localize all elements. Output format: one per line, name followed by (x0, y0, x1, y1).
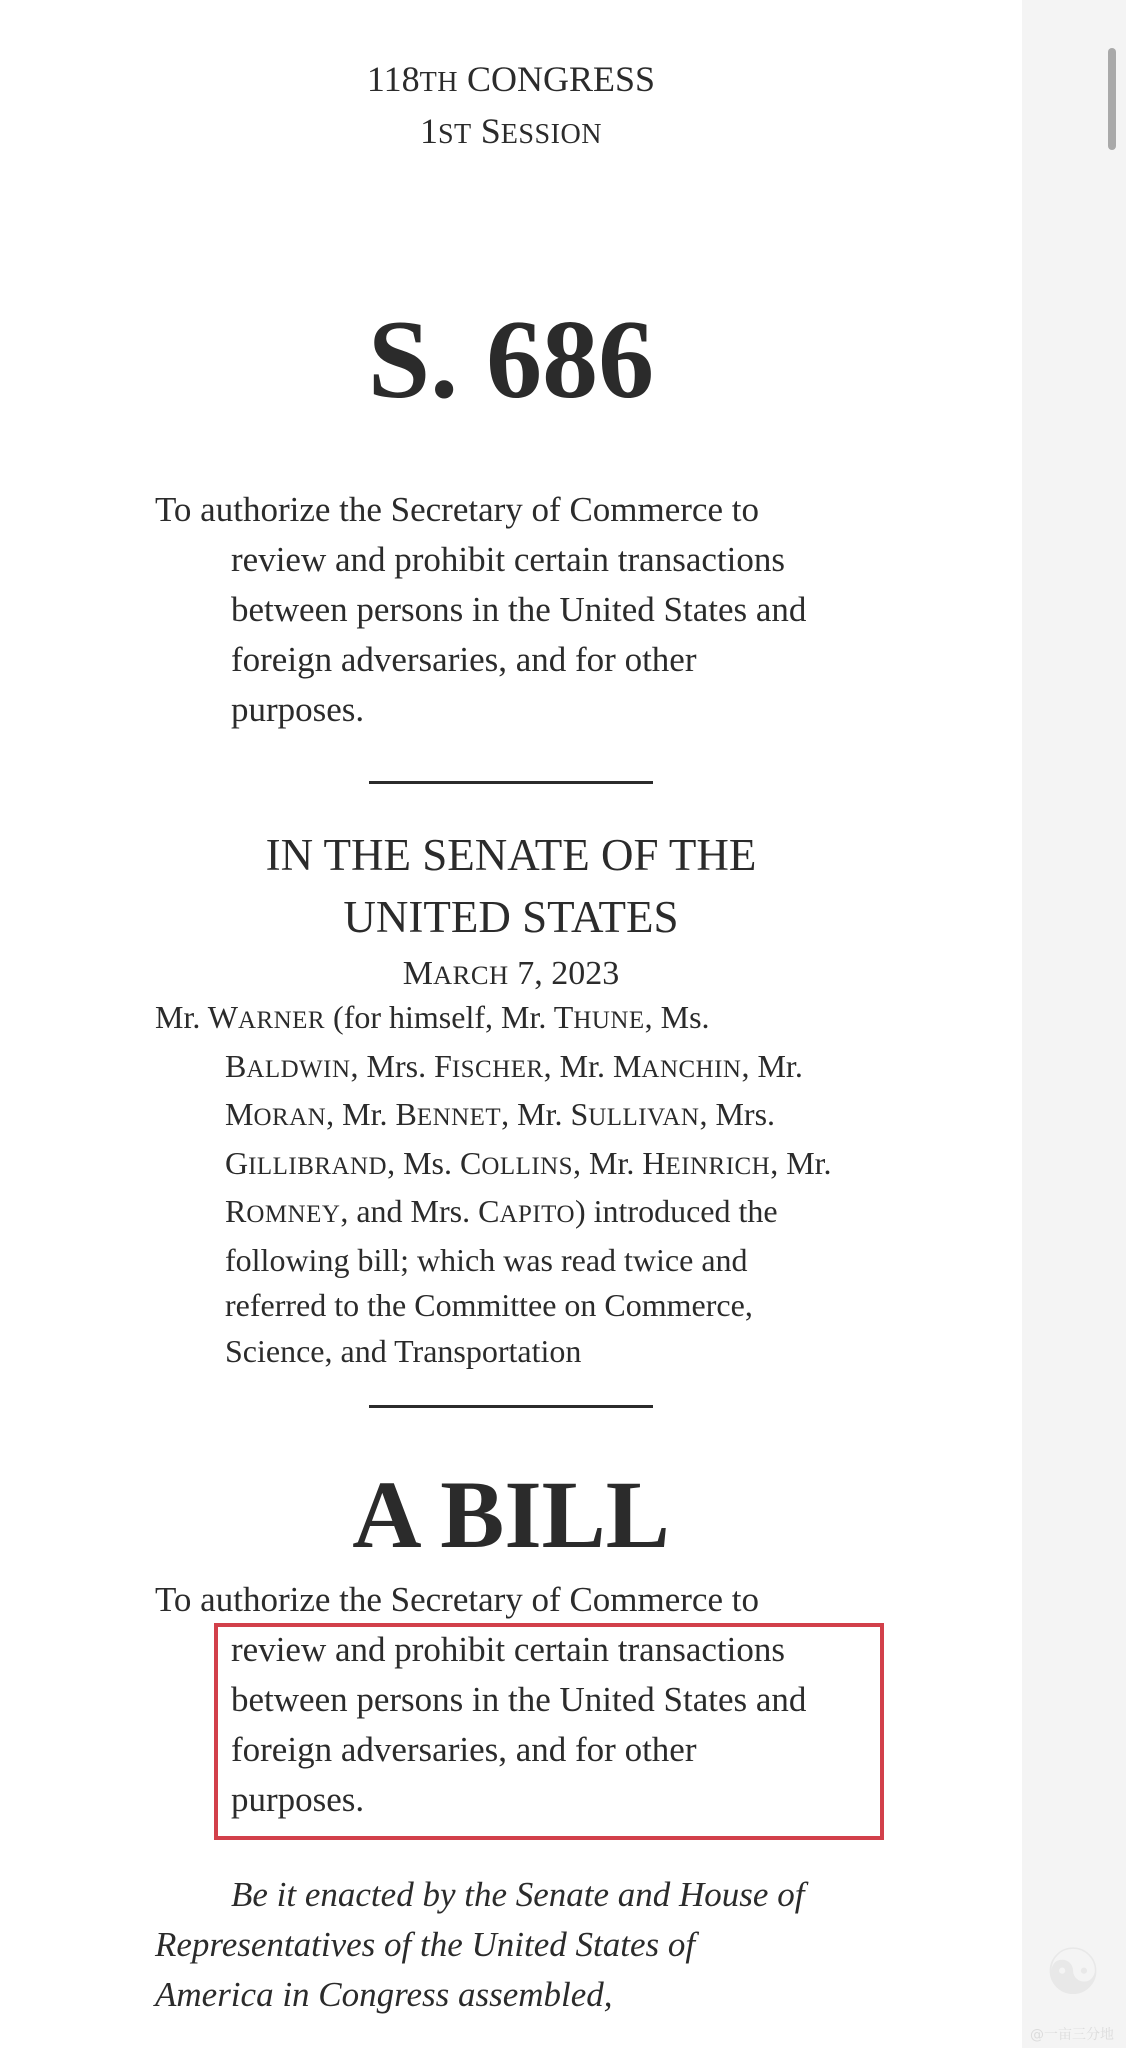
senator-name-rest: ALDWIN (246, 1055, 351, 1083)
date-month-rest: ARCH (433, 960, 509, 990)
scrollbar-thumb[interactable] (1108, 48, 1116, 150)
sponsors-text: , Mr. (741, 1047, 803, 1084)
congress-line (0, 55, 1022, 107)
senator-name-initial: G (225, 1144, 249, 1181)
sponsors-text: , Mr. (501, 1096, 571, 1132)
sponsors-text: , Mr. (326, 1096, 396, 1132)
scrollbar-track[interactable] (1022, 0, 1126, 2048)
date-day-year: 7, 2023 (517, 955, 620, 992)
session-line (0, 107, 1022, 159)
bill-title-top (155, 485, 895, 735)
sponsors-line (155, 1283, 895, 1329)
senator-name-rest: ILLIBRAND (248, 1152, 388, 1180)
enacting-clause (155, 1870, 915, 2020)
sponsors-text: , Mrs. (699, 1096, 776, 1132)
highlight-annotation-box (214, 1623, 884, 1840)
congress-ordinal: TH (419, 67, 459, 98)
title-line: foreign adversaries, and for other (231, 1730, 697, 1769)
title-line: review and prohibit certain transactions (231, 1630, 785, 1669)
senator-name-rest: EINRICH (665, 1152, 771, 1180)
sponsors-paragraph (155, 995, 895, 1374)
senator-name-initial: H (642, 1144, 666, 1181)
sponsors-line (155, 1044, 895, 1093)
weibo-watermark-icon: ☯ (1044, 1936, 1102, 2010)
date-month-initial: M (402, 955, 434, 992)
sponsors-text: , Mrs. (350, 1047, 435, 1084)
congress-word: CONGRESS (467, 59, 656, 99)
senate-heading (0, 824, 1022, 948)
senator-name-initial: C (459, 1144, 482, 1181)
senate-heading-line-1: IN THE SENATE OF THE (265, 830, 757, 880)
divider-rule (369, 781, 653, 784)
sponsors-line (155, 1238, 895, 1284)
senator-name-initial: F (434, 1047, 452, 1084)
a-bill-heading: A BILL (352, 1461, 670, 1568)
senator-name-rest: ORAN (253, 1104, 327, 1131)
sponsors-text: Mr. (155, 999, 208, 1035)
sponsors-text: , Mr. (770, 1144, 832, 1181)
senate-heading-line-2: UNITED STATES (343, 892, 679, 942)
sponsors-text: , and Mrs. (340, 1193, 479, 1229)
senator-name-rest: OLLINS (481, 1152, 574, 1180)
senator-name-initial: B (225, 1047, 247, 1084)
senator-name-initial: M (612, 1047, 642, 1084)
sponsors-line (155, 1092, 895, 1141)
senator-name-rest: APITO (499, 1201, 575, 1228)
senator-name-initial: T (553, 999, 574, 1035)
senator-name-rest: ISCHER (451, 1055, 544, 1083)
sponsors-text: ) introduced the (574, 1193, 778, 1229)
sponsors-text: (for himself, Mr. (325, 999, 554, 1035)
title-first-line: To authorize the Secretary of Commerce to (155, 1580, 759, 1619)
senator-name-initial: B (395, 1096, 417, 1132)
senator-name-initial: S (570, 1096, 589, 1132)
title-line: foreign adversaries, and for other (231, 640, 697, 679)
senator-name-initial: C (478, 1193, 500, 1229)
congress-number: 118 (366, 59, 420, 99)
sponsors-text: , Ms. (387, 1144, 460, 1181)
session-ordinal: ST (437, 119, 472, 150)
senator-name-rest: ARNER (237, 1007, 326, 1034)
senator-name-rest: ANCHIN (641, 1055, 742, 1083)
sponsors-text: , Mr. (543, 1047, 613, 1084)
title-line: purposes. (231, 1780, 365, 1819)
title-line: between persons in the United States and (231, 590, 807, 629)
divider-rule (369, 1405, 653, 1408)
sponsors-text: referred to the Committee on Commerce, (225, 1287, 753, 1323)
sponsors-line (155, 1329, 895, 1375)
watermark-handle: @一亩三分地 (1030, 2027, 1114, 2043)
sponsors-text: following bill; which was read twice and (225, 1241, 748, 1278)
senator-name-rest: ENNET (416, 1104, 502, 1131)
title-line: between persons in the United States and (231, 1680, 807, 1719)
session-number: 1 (419, 111, 438, 151)
congress-session-header (0, 55, 1022, 159)
sponsors-line (155, 1189, 895, 1238)
sponsors-text: Science, and Transportation (225, 1332, 582, 1369)
senator-name-initial: R (225, 1193, 247, 1229)
senator-name-rest: HUNE (573, 1007, 645, 1034)
enacting-line-3: America in Congress assembled, (155, 1975, 613, 2014)
title-first-line: To authorize the Secretary of Commerce to (155, 490, 759, 529)
senator-name-initial: M (225, 1096, 254, 1132)
senator-name-initial: W (207, 999, 238, 1035)
title-line: review and prohibit certain transactions (231, 540, 785, 579)
introduction-date (0, 952, 1022, 997)
senator-name-rest: ULLIVAN (588, 1104, 700, 1131)
enacting-line-1: Be it enacted by the Senate and House of (231, 1875, 805, 1914)
sponsors-text: , Ms. (644, 999, 710, 1035)
title-line: purposes. (231, 690, 365, 729)
session-rest: ESSION (500, 119, 603, 150)
sponsors-line (155, 1141, 895, 1190)
sponsors-text: , Mr. (573, 1144, 643, 1181)
bill-number: S. 686 (367, 298, 655, 422)
senator-name-rest: OMNEY (246, 1201, 341, 1228)
sponsors-line (155, 995, 895, 1044)
session-initial: S (480, 111, 501, 151)
enacting-line-2: Representatives of the United States of (155, 1925, 696, 1964)
